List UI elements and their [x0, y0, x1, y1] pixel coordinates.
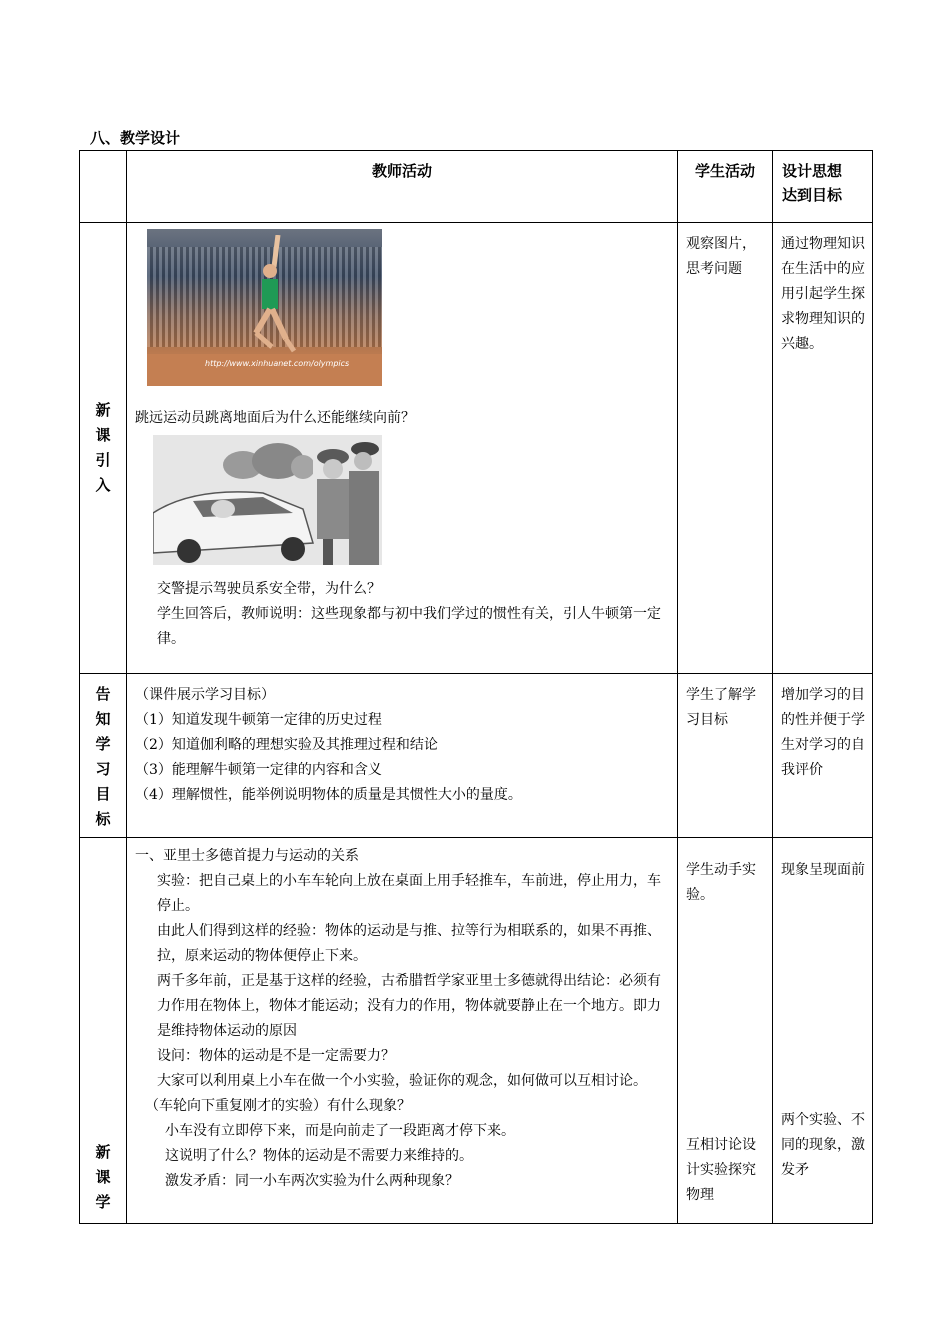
design-goal-cell: 通过物理知识在生活中的应用引起学生探求物理知识的兴趣。: [773, 223, 873, 674]
stage-char: 知: [95, 710, 111, 728]
section-title: 八、教学设计: [90, 129, 181, 147]
design-note: 现象呈现面前: [781, 862, 865, 878]
stage-char: 学: [95, 735, 111, 753]
teacher-line: 这说明了什么？物体的运动是不需要力来维持的。: [165, 1148, 473, 1164]
stage-char: 新: [95, 401, 111, 419]
table-row: [80, 674, 873, 838]
header-stage-cell: [80, 151, 127, 223]
teacher-activity-cell: [127, 223, 678, 674]
stage-char: 告: [95, 685, 111, 703]
photo-watermark: http://www.xinhuanet.com/olympics: [205, 359, 350, 368]
header-design-goal: [773, 151, 873, 223]
stage-char: 标: [95, 810, 111, 828]
teacher-line: （车轮向下重复刚才的实验）有什么现象？: [145, 1098, 411, 1114]
teacher-line: 由此人们得到这样的经验：物体的运动是与推、拉等行为相联系的，如果不再推、拉，原来运动的物体便停止下来。: [157, 923, 661, 964]
design-goal-cell: 增加学习的目的性并便于学生对学习的自我评价: [773, 674, 873, 838]
header-design-line: 达到目标: [782, 186, 843, 204]
student-note: 互相讨论设计实验探究物理: [686, 1137, 756, 1203]
traffic-police-photo: [153, 435, 382, 565]
stage-char: 学: [95, 1193, 111, 1211]
stage-char: 新: [95, 1143, 111, 1161]
stage-char: 目: [95, 785, 111, 803]
traffic-officers: [303, 435, 382, 565]
design-note: 两个实验、不同的现象，激发矛: [781, 1112, 865, 1178]
long-jump-athlete: [242, 235, 302, 355]
header-teacher-activity: 教师活动: [127, 151, 678, 223]
white-car: [153, 483, 321, 565]
stage-char: 习: [95, 760, 111, 778]
teacher-line: 设问：物体的运动是不是一定需要力？: [157, 1048, 395, 1064]
table-row: [80, 838, 873, 1224]
table-row: [80, 223, 873, 674]
long-jump-photo: [147, 229, 382, 386]
teacher-line: （3）能理解牛顿第一定律的内容和含义: [135, 762, 382, 778]
teacher-line: （2）知道伽利略的理想实验及其推理过程和结论: [135, 737, 438, 753]
background-trees: [223, 441, 313, 481]
stage-char: 课: [95, 426, 111, 444]
teacher-line: 激发矛盾：同一小车两次实验为什么两种现象？: [165, 1173, 459, 1189]
teacher-line: 一、亚里士多德首提力与运动的关系: [135, 848, 359, 864]
teacher-line: 实验：把自己桌上的小车车轮向上放在桌面上用手轻推车，车前进，停止用力，车停止。: [157, 873, 661, 914]
teacher-line: 跳远运动员跳离地面后为什么还能继续向前？: [135, 410, 415, 426]
teacher-line: 学生回答后，教师说明：这些现象都与初中我们学过的惯性有关，引人牛顿第一定律。: [157, 606, 661, 647]
header-design-line: 设计思想: [782, 162, 843, 180]
stage-char: 引: [95, 451, 111, 469]
teacher-line: 两千多年前，正是基于这样的经验，古希腊哲学家亚里士多德就得出结论：必须有力作用在物体上，物体才能运动；没有力的作用，物体就要静止在一个地方。即力是维持物体运动的原因: [157, 973, 661, 1039]
teacher-line: 大家可以利用桌上小车在做一个小实验，验证你的观念，如何做可以互相讨论。: [157, 1073, 647, 1089]
teacher-line: 交警提示驾驶员系安全带，为什么？: [157, 581, 381, 597]
teacher-line: （4）理解惯性，能举例说明物体的质量是其惯性大小的量度。: [135, 787, 522, 803]
design-goal-cell: [773, 838, 873, 1224]
teaching-design-table: [79, 150, 873, 1224]
teacher-line: （课件展示学习目标）: [135, 687, 275, 703]
header-student-activity: 学生活动: [678, 151, 773, 223]
stage-char: 入: [95, 476, 111, 494]
table-header-row: [80, 151, 873, 223]
teacher-activity-cell: [127, 674, 678, 838]
student-activity-cell: [678, 838, 773, 1224]
stage-cell-new-lesson: [80, 838, 127, 1224]
teacher-activity-cell: [127, 838, 678, 1224]
student-activity-cell: 学生了解学习目标: [678, 674, 773, 838]
stage-cell-goals: [80, 674, 127, 838]
teacher-line: 小车没有立即停下来，而是向前走了一段距离才停下来。: [165, 1123, 515, 1139]
stage-char: 课: [95, 1168, 111, 1186]
student-note: 学生动手实验。: [686, 862, 756, 903]
stage-cell-intro: [80, 223, 127, 674]
teacher-line: （1）知道发现牛顿第一定律的历史过程: [135, 712, 382, 728]
student-activity-cell: 观察图片，思考问题: [678, 223, 773, 674]
